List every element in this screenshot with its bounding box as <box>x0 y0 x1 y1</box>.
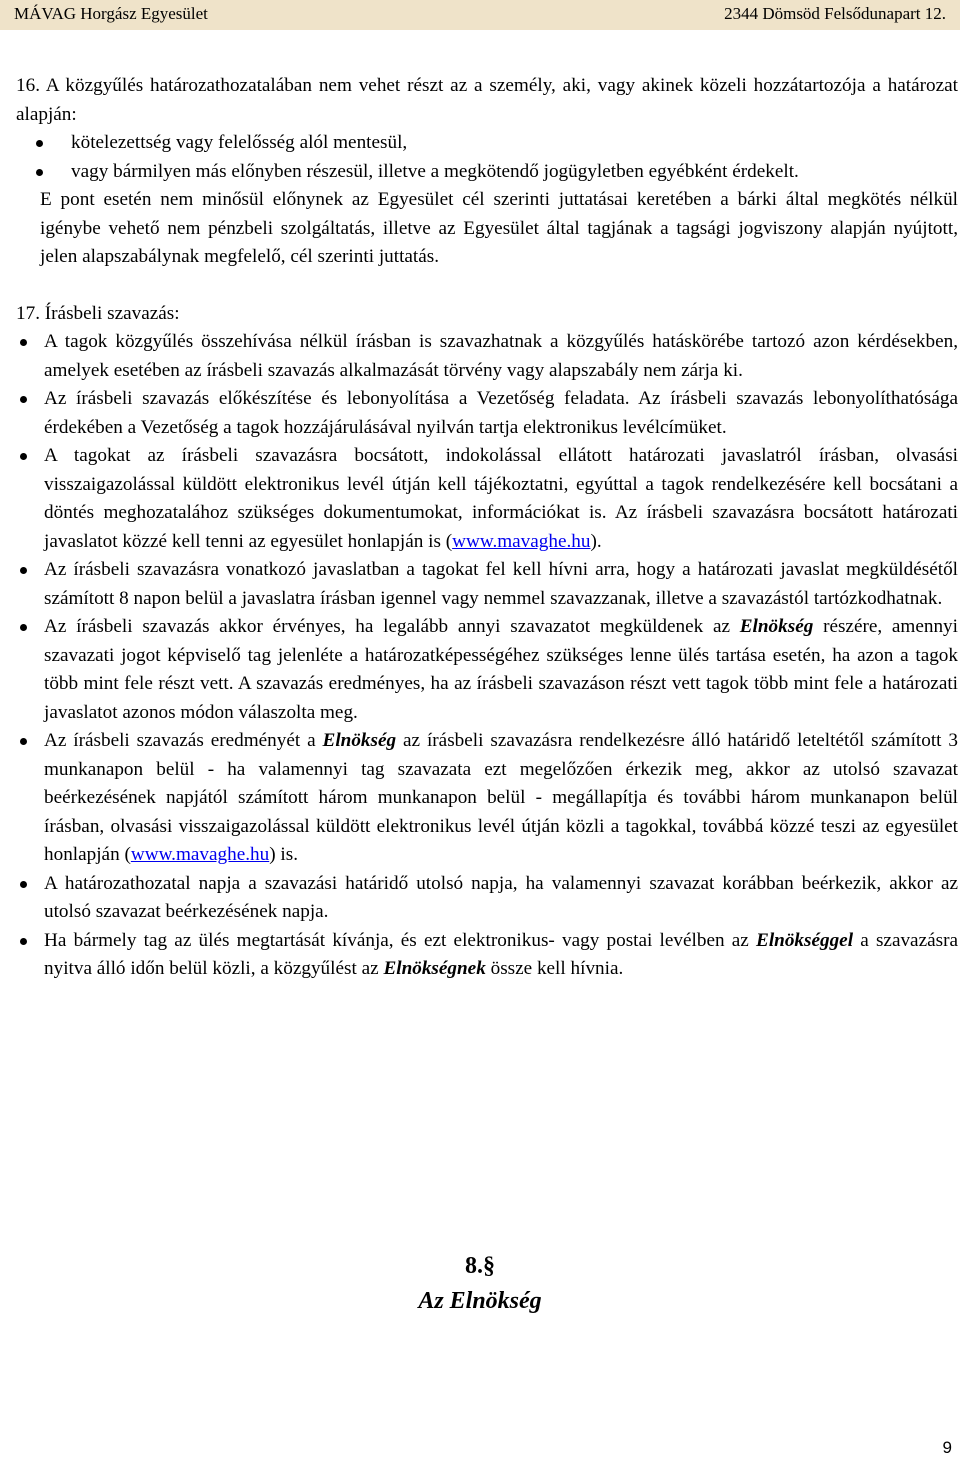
list-item: Az írásbeli szavazás akkor érvényes, ha legalább annyi szavazatot megküldenek az Elnökség részére, amennyi szavazati jogot képviselő tag jelenléte a határozatképességéhez szükséges lenne ülés tartása esetén, ha azon a tagok több mint fele részt vett. A szavazás eredményes, ha az írásbeli szavazáson részt vett tagok több mint fele a határozati javaslatot azonos módon válaszolta meg. <box>44 613 958 727</box>
website-link[interactable]: www.mavaghe.hu <box>130 844 270 865</box>
list-item: A tagokat az írásbeli szavazásra bocsátott, indokolással ellátott határozati javaslatról írásban, olvasási visszaigazolással küldött elektronikus levél útján kell tájékoztatni, egyúttal a tagok rendelkezésére kell bocsátani a döntés meghozatalához szükséges dokumentumokat, információkat is. Az írásbeli szavazásra bocsátott határozati javaslatot közzé kell tenni az egyesület honlapján is (www.mavaghe.hu). <box>44 442 958 556</box>
chapter-title: Az Elnökség <box>418 1288 542 1314</box>
chapter-number: 8.§ <box>465 1253 495 1279</box>
section-17-title: 17. Írásbeli szavazás: <box>16 302 180 324</box>
list-item: vagy bármilyen más előnyben részesül, illetve a megkötendő jogügyletben egyébként érdekelt. <box>71 158 958 187</box>
section-16-note: E pont esetén nem minősül előnynek az Egyesület cél szerinti juttatásai keretében a bárki által megkötés nélkül igénybe vehető nem pénzbeli szolgáltatás, illetve az Egyesület által tagjának a tagsági jogviszony alapján nyújtott, jelen alapszabálynak megfelelő, cél szerinti juttatás. <box>40 189 958 267</box>
list-item: Ha bármely tag az ülés megtartását kívánja, és ezt elektronikus- vagy postai levélben az Elnökséggel a szavazásra nyitva álló időn belül közli, a közgyűlést az Elnökségnek össze kell hívnia. <box>44 927 958 984</box>
section-16-intro: 16. A közgyűlés határozathozatalában nem vehet részt az a személy, aki, vagy akinek közeli hozzátartozója a határozat alapján: <box>16 75 958 125</box>
website-link[interactable]: www.mavaghe.hu <box>452 530 591 552</box>
section-17-list <box>16 328 958 984</box>
page-number: 9 <box>942 1438 952 1457</box>
running-header <box>0 0 960 30</box>
list-item: kötelezettség vagy felelősség alól mentesül, <box>71 129 958 158</box>
header-address: 2344 Dömsöd Felsődunapart 12. <box>724 4 946 23</box>
list-item: Az írásbeli szavazásra vonatkozó javaslatban a tagokat fel kell hívni arra, hogy a határozati javaslat megküldésétől számított 8 napon belül a javaslatra írásban igennel vagy nemmel szavazzanak, illetve a szavazástól tartózkodhatnak. <box>44 556 958 613</box>
list-item: Az írásbeli szavazás eredményét a Elnökség az írásbeli szavazásra rendelkezésre álló határidő leteltétől számított 3 munkanapon belül - ha valamennyi tag szavazata ezt megelőzően érkezik meg, akkor az utolsó szavazat beérkezésének napjától számított három munkanapon belül - megállapítja és további három munkanapon belül írásban, olvasási visszaigazolással küldött elektronikus levél útján közli a tagokkal, továbbá közzé teszi az egyesület honlapján (www.mavaghe.hu) is. <box>44 727 958 870</box>
header-org: MÁVAG Horgász Egyesület <box>14 4 208 23</box>
section-16-list <box>16 129 958 186</box>
list-item: A határozathozatal napja a szavazási határidő utolsó napja, ha valamennyi szavazat korábban beérkezik, akkor az utolsó szavazat beérkezésének napja. <box>44 870 958 927</box>
list-item: Az írásbeli szavazás előkészítése és lebonyolítása a Vezetőség feladata. Az írásbeli szavazás lebonyolíthatósága érdekében a Vezetőség a tagok hozzájárulásával nyilván tartja elektronikus levélcímüket. <box>44 385 958 442</box>
document-body <box>16 72 958 984</box>
list-item: A tagok közgyűlés összehívása nélkül írásban is szavazhatnak a közgyűlés hatáskörébe tartozó azon kérdésekben, amelyek esetében az írásbeli szavazás alkalmazását törvény vagy alapszabály nem zárja ki. <box>44 328 958 385</box>
